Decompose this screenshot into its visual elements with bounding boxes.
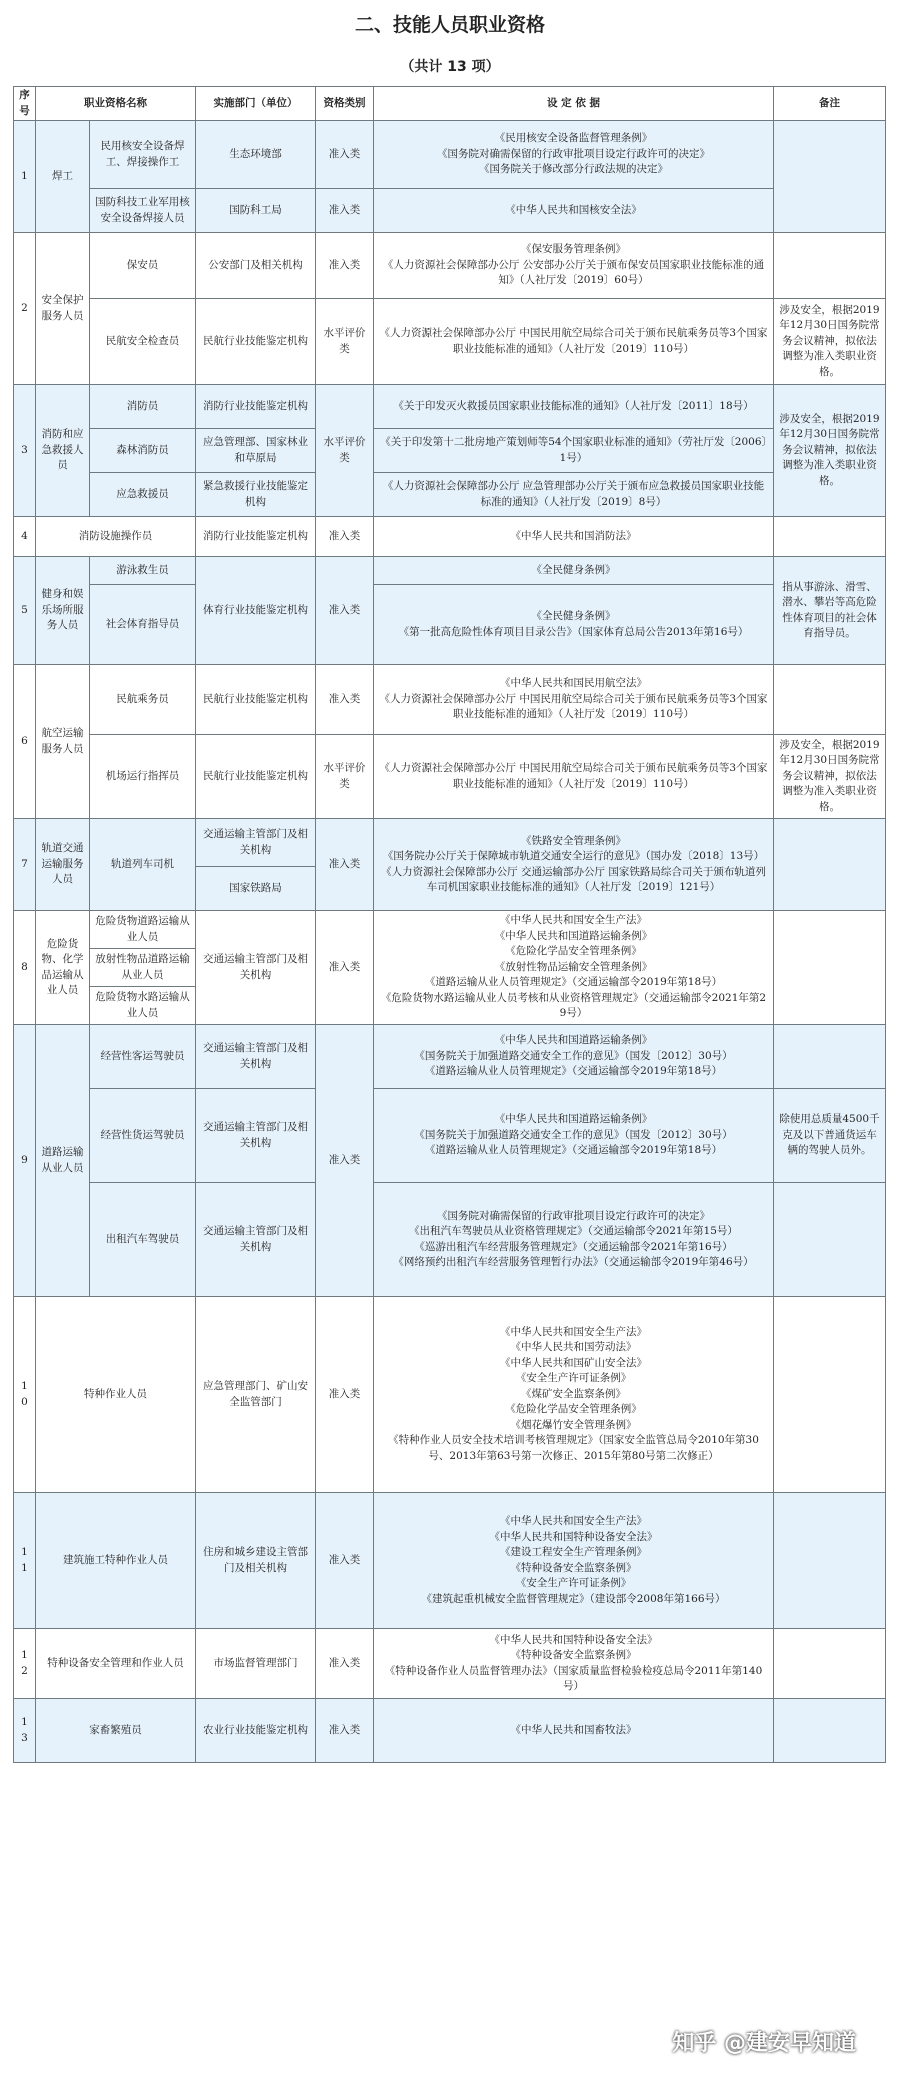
basis-list: 《保安服务管理条例》 《人力资源社会保障部办公厅 公安部办公厅关于颁布保安员国家职业技能标准的通知》（人社厅发〔2019〕60号） <box>374 233 774 299</box>
basis-list: 《中华人民共和国民用航空法》 《人力资源社会保障部办公厅 中国民用航空局综合司关于颁布民航乘务员等3个国家职业技能标准的通知》（人社厅发〔2019〕110号） <box>374 665 774 735</box>
department: 应急管理部门、矿山安全监管部门 <box>196 1297 316 1493</box>
basis-list: 《人力资源社会保障部办公厅 应急管理部办公厅关于颁布应急救援员国家职业技能标准的通知》（人社厅发〔2019〕8号） <box>374 473 774 517</box>
category: 准入类 <box>316 517 374 557</box>
qualification-name: 民航安全检查员 <box>90 299 196 385</box>
category: 准入类 <box>316 1629 374 1699</box>
department: 国家铁路局 <box>196 867 316 911</box>
row-no: 3 <box>14 385 36 517</box>
header-name: 职业资格名称 <box>36 87 196 121</box>
category: 准入类 <box>316 819 374 911</box>
qualification-name: 应急救援员 <box>90 473 196 517</box>
note <box>774 517 886 557</box>
basis-list: 《人力资源社会保障部办公厅 中国民用航空局综合司关于颁布民航乘务员等3个国家职业技能标准的通知》（人社厅发〔2019〕110号） <box>374 735 774 819</box>
note <box>774 1629 886 1699</box>
qualification-name: 建筑施工特种作业人员 <box>36 1493 196 1629</box>
qualification-name: 经营性客运驾驶员 <box>90 1025 196 1089</box>
row-no: 12 <box>14 1629 36 1699</box>
note: 涉及安全，根据2019年12月30日国务院常务会议精神，拟依法调整为准入类职业资格。 <box>774 299 886 385</box>
row-no: 13 <box>14 1699 36 1763</box>
row-no: 10 <box>14 1297 36 1493</box>
note <box>774 1183 886 1297</box>
row-no: 11 <box>14 1493 36 1629</box>
qualification-name: 民航乘务员 <box>90 665 196 735</box>
qualification-name: 轨道列车司机 <box>90 819 196 911</box>
category: 准入类 <box>316 557 374 665</box>
category: 准入类 <box>316 233 374 299</box>
qualification-name: 游泳救生员 <box>90 557 196 585</box>
basis-list: 《中华人民共和国道路运输条例》 《国务院关于加强道路交通安全工作的意见》（国发〔2012〕30号） 《道路运输从业人员管理规定》（交通运输部令2019年第18号） <box>374 1089 774 1183</box>
qualification-name: 出租汽车驾驶员 <box>90 1183 196 1297</box>
qualification-name: 特种作业人员 <box>36 1297 196 1493</box>
basis-list: 《全民健身条例》 <box>374 557 774 585</box>
qualification-name: 国防科技工业军用核安全设备焊接人员 <box>90 189 196 233</box>
department: 公安部门及相关机构 <box>196 233 316 299</box>
department: 交通运输主管部门及相关机构 <box>196 1183 316 1297</box>
group-name: 道路运输从业人员 <box>36 1025 90 1297</box>
row-no: 5 <box>14 557 36 665</box>
note: 指从事游泳、滑雪、潜水、攀岩等高危险性体育项目的社会体育指导员。 <box>774 557 886 665</box>
department: 交通运输主管部门及相关机构 <box>196 819 316 867</box>
department: 国防科工局 <box>196 189 316 233</box>
category: 水平评价类 <box>316 299 374 385</box>
qualification-name: 保安员 <box>90 233 196 299</box>
department: 交通运输主管部门及相关机构 <box>196 911 316 1025</box>
qualification-table <box>13 86 886 1763</box>
department: 消防行业技能鉴定机构 <box>196 517 316 557</box>
header-no: 序号 <box>14 87 36 121</box>
page-subtitle: （共计 13 项） <box>400 59 500 75</box>
department: 交通运输主管部门及相关机构 <box>196 1025 316 1089</box>
row-no: 6 <box>14 665 36 819</box>
department: 住房和城乡建设主管部门及相关机构 <box>196 1493 316 1629</box>
basis-list: 《人力资源社会保障部办公厅 中国民用航空局综合司关于颁布民航乘务员等3个国家职业技能标准的通知》（人社厅发〔2019〕110号） <box>374 299 774 385</box>
group-name: 健身和娱乐场所服务人员 <box>36 557 90 665</box>
basis-list: 《中华人民共和国消防法》 <box>374 517 774 557</box>
row-no: 8 <box>14 911 36 1025</box>
category: 准入类 <box>316 1699 374 1763</box>
department: 交通运输主管部门及相关机构 <box>196 1089 316 1183</box>
category: 准入类 <box>316 1025 374 1297</box>
department: 农业行业技能鉴定机构 <box>196 1699 316 1763</box>
department: 应急管理部、国家林业和草原局 <box>196 429 316 473</box>
qualification-name: 放射性物品道路运输从业人员 <box>90 949 196 987</box>
qualification-name: 家畜繁殖员 <box>36 1699 196 1763</box>
department: 民航行业技能鉴定机构 <box>196 665 316 735</box>
department: 体育行业技能鉴定机构 <box>196 557 316 665</box>
department: 市场监督管理部门 <box>196 1629 316 1699</box>
row-no: 4 <box>14 517 36 557</box>
note: 涉及安全，根据2019年12月30日国务院常务会议精神，拟依法调整为准入类职业资格。 <box>774 735 886 819</box>
department: 民航行业技能鉴定机构 <box>196 735 316 819</box>
category: 水平评价类 <box>316 385 374 517</box>
note <box>774 665 886 735</box>
qualification-name: 民用核安全设备焊工、焊接操作工 <box>90 121 196 189</box>
qualification-name: 特种设备安全管理和作业人员 <box>36 1629 196 1699</box>
basis-list: 《全民健身条例》 《第一批高危险性体育项目目录公告》（国家体育总局公告2013年第16号） <box>374 585 774 665</box>
qualification-name: 消防设施操作员 <box>36 517 196 557</box>
basis-list: 《铁路安全管理条例》 《国务院办公厅关于保障城市轨道交通安全运行的意见》（国办发〔2018〕13号） 《人力资源社会保障部办公厅 交通运输部办公厅 国家铁路局综合司关于颁布轨道列车司机国家职业技能标准的通知》（人社厅发〔2019〕121号） <box>374 819 774 911</box>
page-title: 二、技能人员职业资格 <box>354 14 545 36</box>
category: 准入类 <box>316 665 374 735</box>
header-category: 资格类别 <box>316 87 374 121</box>
category: 准入类 <box>316 121 374 189</box>
note <box>774 911 886 1025</box>
header-basis: 设 定 依 据 <box>374 87 774 121</box>
note <box>774 1025 886 1089</box>
row-no: 7 <box>14 819 36 911</box>
header-note: 备注 <box>774 87 886 121</box>
department: 民航行业技能鉴定机构 <box>196 299 316 385</box>
group-name: 航空运输服务人员 <box>36 665 90 819</box>
group-name: 消防和应急救援人员 <box>36 385 90 517</box>
note <box>774 121 886 233</box>
qualification-name: 危险货物道路运输从业人员 <box>90 911 196 949</box>
category: 准入类 <box>316 1297 374 1493</box>
basis-list: 《中华人民共和国安全生产法》 《中华人民共和国劳动法》 《中华人民共和国矿山安全法》 《安全生产许可证条例》 《煤矿安全监察条例》 《危险化学品安全管理条例》 《烟花爆竹安全管理条例》 《特种作业人员安全技术培训考核管理规定》（国家安全监管总局令2010年第30号、2013年第63号第一次修正、2015年第80号第二次修正） <box>374 1297 774 1493</box>
basis-list: 《民用核安全设备监督管理条例》 《国务院对确需保留的行政审批项目设定行政许可的决定》 《国务院关于修改部分行政法规的决定》 <box>374 121 774 189</box>
basis-list: 《关于印发第十二批房地产策划师等54个国家职业标准的通知》（劳社厅发〔2006〕1号） <box>374 429 774 473</box>
basis-list: 《中华人民共和国核安全法》 <box>374 189 774 233</box>
note: 涉及安全，根据2019年12月30日国务院常务会议精神，拟依法调整为准入类职业资格。 <box>774 385 886 517</box>
note <box>774 1699 886 1763</box>
category: 准入类 <box>316 1493 374 1629</box>
basis-list: 《中华人民共和国安全生产法》 《中华人民共和国特种设备安全法》 《建设工程安全生产管理条例》 《特种设备安全监察条例》 《安全生产许可证条例》 《建筑起重机械安全监督管理规定》（建设部令2008年第166号） <box>374 1493 774 1629</box>
note <box>774 819 886 911</box>
department: 生态环境部 <box>196 121 316 189</box>
group-name: 焊工 <box>36 121 90 233</box>
category: 准入类 <box>316 189 374 233</box>
basis-list: 《关于印发灭火救援员国家职业技能标准的通知》（人社厅发〔2011〕18号） <box>374 385 774 429</box>
basis-list: 《中华人民共和国畜牧法》 <box>374 1699 774 1763</box>
department: 消防行业技能鉴定机构 <box>196 385 316 429</box>
group-name: 安全保护服务人员 <box>36 233 90 385</box>
row-no: 1 <box>14 121 36 233</box>
category: 水平评价类 <box>316 735 374 819</box>
note <box>774 1493 886 1629</box>
watermark: 知乎 @建安早知道 <box>672 2031 856 2056</box>
basis-list: 《中华人民共和国道路运输条例》 《国务院关于加强道路交通安全工作的意见》（国发〔2012〕30号） 《道路运输从业人员管理规定》（交通运输部令2019年第18号） <box>374 1025 774 1089</box>
qualification-name: 经营性货运驾驶员 <box>90 1089 196 1183</box>
qualification-name: 机场运行指挥员 <box>90 735 196 819</box>
qualification-name: 社会体育指导员 <box>90 585 196 665</box>
note <box>774 1297 886 1493</box>
department: 紧急救援行业技能鉴定机构 <box>196 473 316 517</box>
row-no: 9 <box>14 1025 36 1297</box>
qualification-name: 消防员 <box>90 385 196 429</box>
group-name: 危险货物、化学品运输从业人员 <box>36 911 90 1025</box>
note: 除使用总质量4500千克及以下普通货运车辆的驾驶人员外。 <box>774 1089 886 1183</box>
basis-list: 《中华人民共和国特种设备安全法》 《特种设备安全监察条例》 《特种设备作业人员监督管理办法》（国家质量监督检验检疫总局令2011年第140号） <box>374 1629 774 1699</box>
note <box>774 233 886 299</box>
basis-list: 《中华人民共和国安全生产法》 《中华人民共和国道路运输条例》 《危险化学品安全管理条例》 《放射性物品运输安全管理条例》 《道路运输从业人员管理规定》（交通运输部令2019年第18号） 《危险货物水路运输从业人员考核和从业资格管理规定》（交通运输部令2021年第29号） <box>374 911 774 1025</box>
qualification-name: 森林消防员 <box>90 429 196 473</box>
basis-list: 《国务院对确需保留的行政审批项目设定行政许可的决定》 《出租汽车驾驶员从业资格管理规定》（交通运输部令2021年第15号） 《巡游出租汽车经营服务管理规定》（交通运输部令2021年第16号） 《网络预约出租汽车经营服务管理暂行办法》（交通运输部令2019年第46号） <box>374 1183 774 1297</box>
group-name: 轨道交通运输服务人员 <box>36 819 90 911</box>
category: 准入类 <box>316 911 374 1025</box>
header-dept: 实施部门（单位） <box>196 87 316 121</box>
row-no: 2 <box>14 233 36 385</box>
qualification-name: 危险货物水路运输从业人员 <box>90 987 196 1025</box>
